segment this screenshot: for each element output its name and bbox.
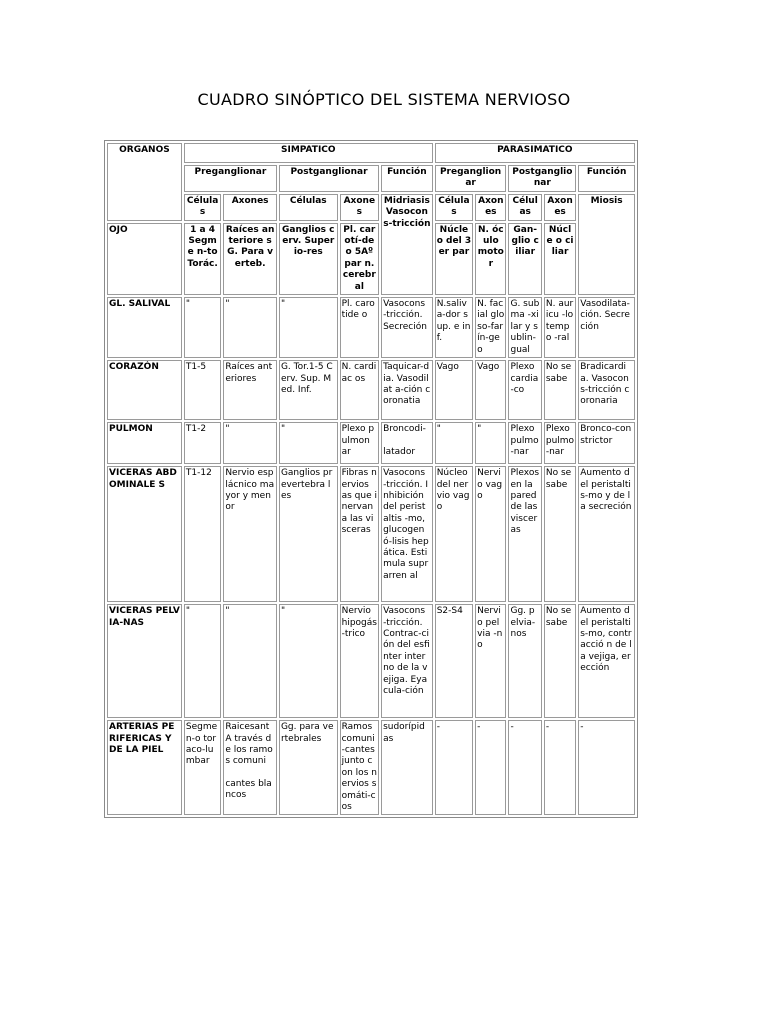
cell-ojo-funcion: Midriasis Vasocon s-tricción xyxy=(381,194,433,295)
cell-ojo-axones-para-post: Núcle o ciliar xyxy=(544,223,576,295)
header-postganglionar: Postganglionar xyxy=(279,165,379,192)
organ-pulmon: PULMON xyxy=(107,422,182,464)
cell-arterias-c7: - xyxy=(475,720,506,815)
header-axones-post: Axones xyxy=(340,194,379,221)
cell-corazon-c1: T1-5 xyxy=(184,360,221,420)
cell-abdominales-c9: No se sabe xyxy=(544,466,576,602)
cell-ojo-axones: Raíces anteriore sG. Para verteb. xyxy=(223,223,277,295)
header-postganglionar-para: Postganglio nar xyxy=(508,165,576,192)
header-preganglionar-para: Preganglion ar xyxy=(435,165,507,192)
cell-corazon-c3: G. Tor.1-5 Cerv. Sup. Med. Inf. xyxy=(279,360,338,420)
cell-abdominales-c3: Ganglios prevertebra les xyxy=(279,466,338,602)
organ-arterias: ARTERIAS PERIFERICAS Y DE LA PIEL xyxy=(107,720,182,815)
cell-pelvianas-c10: Aumento del peristaltis-mo, contracció n de la vejiga, erección xyxy=(578,604,635,718)
cell-arterias-c6: - xyxy=(435,720,473,815)
cell-pulmon-c1: T1-2 xyxy=(184,422,221,464)
cell-salival-c10: Vasodilata-ción. Secreción xyxy=(578,297,635,358)
organ-corazon: CORAZÓN xyxy=(107,360,182,420)
cell-arterias-c1: Segme n-o toraco-lumbar xyxy=(184,720,221,815)
table-row xyxy=(107,223,635,295)
cell-pelvianas-c2: " xyxy=(223,604,277,718)
cell-ojo-celulas-para-post: Gan-glio ciliar xyxy=(508,223,541,295)
cell-pelvianas-c8: Gg. pelvia-nos xyxy=(508,604,541,718)
cell-abdominales-c1: T1-12 xyxy=(184,466,221,602)
header-row-3 xyxy=(107,194,635,221)
cell-abdominales-c2: Nervio esplácnico mayor y menor xyxy=(223,466,277,602)
cell-salival-c4: Pl. carotide o xyxy=(340,297,379,358)
cell-corazon-c5: Taquicar-dia. Vasodilat a-ción coronatia xyxy=(381,360,433,420)
organ-ojo: OJO xyxy=(107,223,182,295)
cell-corazon-c9: No se sabe xyxy=(544,360,576,420)
header-row-2 xyxy=(107,165,635,192)
cell-pulmon-c5 xyxy=(381,422,433,464)
cell-pelvianas-c1: " xyxy=(184,604,221,718)
cell-salival-c7: N. facial gloso-farín-geo xyxy=(475,297,506,358)
cell-arterias-c3: Gg. para vertebrales xyxy=(279,720,338,815)
cell-pulmon-c4: Plexo pulmon ar xyxy=(340,422,379,464)
table-row xyxy=(107,604,635,718)
header-parasimpatico: PARASIMATICO xyxy=(435,143,635,163)
cell-arterias-c2 xyxy=(223,720,277,815)
cell-corazon-c10: Bradicardi a. Vasocons-tricción coronaria xyxy=(578,360,635,420)
cell-salival-c2: " xyxy=(223,297,277,358)
header-celulas: Célula s xyxy=(184,194,221,221)
cell-abdominales-c5: Vasocons -tricción. Inhibición del peristaltis -mo, glucogen ó-lisis hepática. Estimula suprarren al xyxy=(381,466,433,602)
organ-pelvianas: VICERAS PELVIA-NAS xyxy=(107,604,182,718)
cell-abdominales-c10: Aumento del peristaltis-mo y de la secreción xyxy=(578,466,635,602)
cell-abdominales-c7: Nervio vago xyxy=(475,466,506,602)
cell-salival-c6: N.saliv a-dor sup. e inf. xyxy=(435,297,473,358)
cell-corazon-c4: N. cardiac os xyxy=(340,360,379,420)
header-axones: Axones xyxy=(223,194,277,221)
cell-pelvianas-c5: Vasocons -tricción. Contrac-ción del esfinter interno de la vejiga. Eyacula-ción xyxy=(381,604,433,718)
header-funcion-para: Función xyxy=(578,165,635,192)
header-funcion: Función xyxy=(381,165,433,192)
cell-arterias-c10: - xyxy=(578,720,635,815)
cell-pulmon-c5-line2: latador xyxy=(383,446,416,457)
cell-salival-c1: " xyxy=(184,297,221,358)
header-axones-para-post: Axon es xyxy=(544,194,576,221)
cell-pulmon-c3: " xyxy=(279,422,338,464)
cell-salival-c3: " xyxy=(279,297,338,358)
cell-pulmon-c5-line1: Broncodi- xyxy=(383,424,426,435)
cell-arterias-c9: - xyxy=(544,720,576,815)
cell-pelvianas-c3: " xyxy=(279,604,338,718)
cell-ojo-celulas: 1 a 4 Segme n-to Torác. xyxy=(184,223,221,295)
page-title: CUADRO SINÓPTICO DEL SISTEMA NERVIOSO xyxy=(197,90,571,109)
cell-ojo-funcion-para: Miosis xyxy=(578,194,635,295)
cell-arterias-c5: sudorípid as xyxy=(381,720,433,815)
cell-pelvianas-c9: No se sabe xyxy=(544,604,576,718)
cell-pulmon-c9: Plexo pulmo -nar xyxy=(544,422,576,464)
cell-arterias-c4: Ramos comuni-cantes junto con los nervios somáti-cos xyxy=(340,720,379,815)
cell-pulmon-c7: " xyxy=(475,422,506,464)
cell-corazon-c8: Plexo cardia -co xyxy=(508,360,541,420)
header-preganglionar: Preganglionar xyxy=(184,165,277,192)
cell-corazon-c2: Raíces anteriores xyxy=(223,360,277,420)
cell-salival-c5: Vasocons -tricción. Secreción xyxy=(381,297,433,358)
cell-pelvianas-c6: S2-S4 xyxy=(435,604,473,718)
cell-pulmon-c2: " xyxy=(223,422,277,464)
table-row xyxy=(107,422,635,464)
header-axones-para: Axon es xyxy=(475,194,506,221)
cell-ojo-celulas-post: Ganglios cerv. Superio-res xyxy=(279,223,338,295)
cell-corazon-c6: Vago xyxy=(435,360,473,420)
table-row xyxy=(107,720,635,815)
table-row xyxy=(107,360,635,420)
cell-abdominales-c6: Núcleo del nervio vago xyxy=(435,466,473,602)
cell-arterias-c2-line1: RaicesantA través de los ramos comuni xyxy=(225,722,273,767)
synoptic-table xyxy=(104,140,638,818)
cell-pulmon-c10: Bronco-constrictor xyxy=(578,422,635,464)
table-row xyxy=(107,297,635,358)
organ-abdominales: VICERAS ABDOMINALE S xyxy=(107,466,182,602)
header-celulas-para: Célula s xyxy=(435,194,473,221)
cell-pelvianas-c7: Nervio pelvia -no xyxy=(475,604,506,718)
header-row-1 xyxy=(107,143,635,163)
cell-arterias-c8: - xyxy=(508,720,541,815)
cell-ojo-axones-para: N. óculo motor xyxy=(475,223,506,295)
cell-corazon-c7: Vago xyxy=(475,360,506,420)
cell-ojo-celulas-para: Núcleo del 3er par xyxy=(435,223,473,295)
header-celulas-para-post: Célul as xyxy=(508,194,541,221)
cell-pelvianas-c4: Nervio hipogás -trico xyxy=(340,604,379,718)
header-celulas-post: Células xyxy=(279,194,338,221)
cell-abdominales-c4: Fibras nervios as que inervan a las visceras xyxy=(340,466,379,602)
cell-salival-c9: N. auricu -lo tempo -ral xyxy=(544,297,576,358)
table-row xyxy=(107,466,635,602)
organ-salival: GL. SALIVAL xyxy=(107,297,182,358)
cell-ojo-axones-post: Pl. carotí-deo 5Aº par n. cerebr al xyxy=(340,223,379,295)
cell-pulmon-c8: Plexo pulmo -nar xyxy=(508,422,541,464)
cell-arterias-c2-line2: cantes blancos xyxy=(225,778,272,801)
cell-salival-c8: G. subma -xilar y sublin-gual xyxy=(508,297,541,358)
header-organos: ORGANOS xyxy=(107,143,182,221)
header-simpatico: SIMPATICO xyxy=(184,143,433,163)
cell-pulmon-c6: " xyxy=(435,422,473,464)
cell-abdominales-c8: Plexos en la pared de las viscer as xyxy=(508,466,541,602)
